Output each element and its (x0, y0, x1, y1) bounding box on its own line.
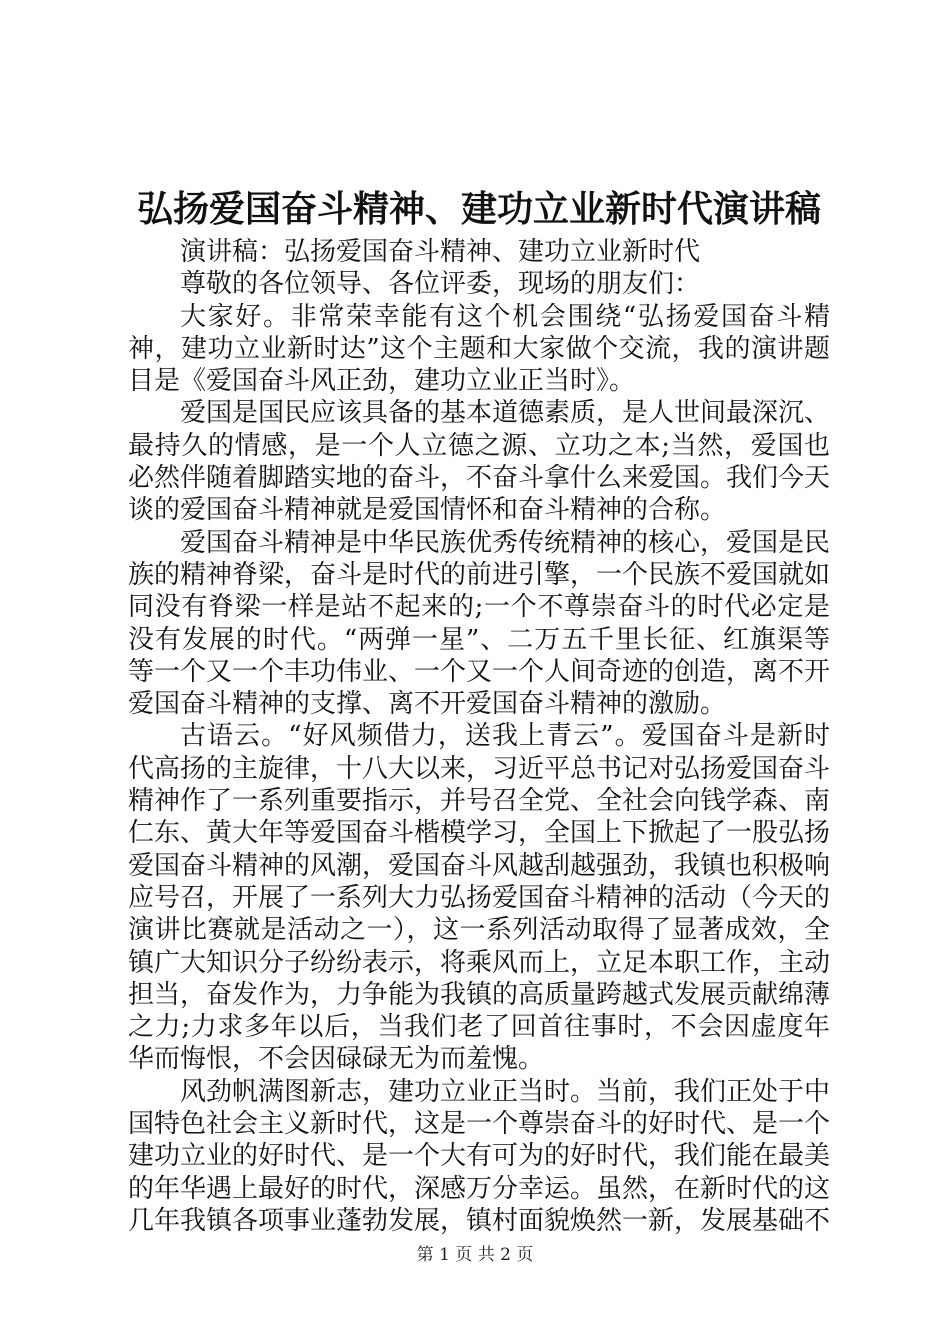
paragraph-salutation: 尊敬的各位领导、各位评委，现场的朋友们： (180, 269, 701, 300)
paragraph: 爱国奋斗精神是中华民族优秀传统精神的核心，爱国是民族的精神脊梁，奋斗是时代的前进引擎，一个民族不爱国就如同没有脊梁一样是站不起来的;一个不尊崇奋斗的时代必定是没有发展的时代。“两弹一星”、二万五千里长征、红旗渠等等一个又一个丰功伟业、一个又一个人间奇迹的创造，离不开爱国奋斗精神的支撑、离不开爱国奋斗精神的激励。 (128, 527, 831, 720)
page-number-footer: 第 1 页 共 2 页 (416, 1245, 534, 1265)
document-title: 弘扬爱国奋斗精神、建功立业新时代演讲稿 (136, 188, 821, 230)
document-body (128, 236, 830, 1237)
paragraph: 爱国是国民应该具备的基本道德素质，是人世间最深沉、最持久的情感，是一个人立德之源、立功之本;当然，爱国也必然伴随着脚踏实地的奋斗，不奋斗拿什么来爱国。我们今天谈的爱国奋斗精神就是爱国情怀和奋斗精神的合称。 (128, 398, 831, 526)
document-page (128, 0, 830, 1344)
paragraph: 风劲帆满图新志，建功立业正当时。当前，我们正处于中国特色社会主义新时代，这是一个尊崇奋斗的好时代、是一个建功立业的好时代、是一个大有可为的好时代，我们能在最美的年华遇上最好的时代，深感万分幸运。虽然，在新时代的这几年我镇各项事业蓬勃发展，镇村面貌焕然一新，发展基础不 (128, 1076, 831, 1236)
paragraph: 大家好。非常荣幸能有这个机会围绕“弘扬爱国奋斗精神，建功立业新时达”这个主题和大家做个交流，我的演讲题目是《爱国奋斗风正劲，建功立业正当时》。 (128, 301, 830, 397)
paragraph: 古语云。“好风频借力，送我上青云”。爱国奋斗是新时代高扬的主旋律，十八大以来，习近平总书记对弘扬爱国奋斗精神作了一系列重要指示，并号召全党、全社会向钱学森、南仁东、黄大年等爱国奋斗楷模学习，全国上下掀起了一股弘扬爱国奋斗精神的风潮，爱国奋斗风越刮越强劲，我镇也积极响应号召，开展了一系列大力弘扬爱国奋斗精神的活动（今天的演讲比赛就是活动之一），这一系列活动取得了显著成效，全镇广大知识分子纷纷表示，将乘风而上，立足本职工作，主动担当，奋发作为，力争能为我镇的高质量跨越式发展贡献绵薄之力;力求多年以后，当我们老了回首往事时，不会因虚度年华而悔恨，不会因碌碌无为而羞愧。 (128, 721, 831, 1075)
paragraph-subtitle: 演讲稿：弘扬爱国奋斗精神、建功立业新时代 (180, 237, 701, 267)
